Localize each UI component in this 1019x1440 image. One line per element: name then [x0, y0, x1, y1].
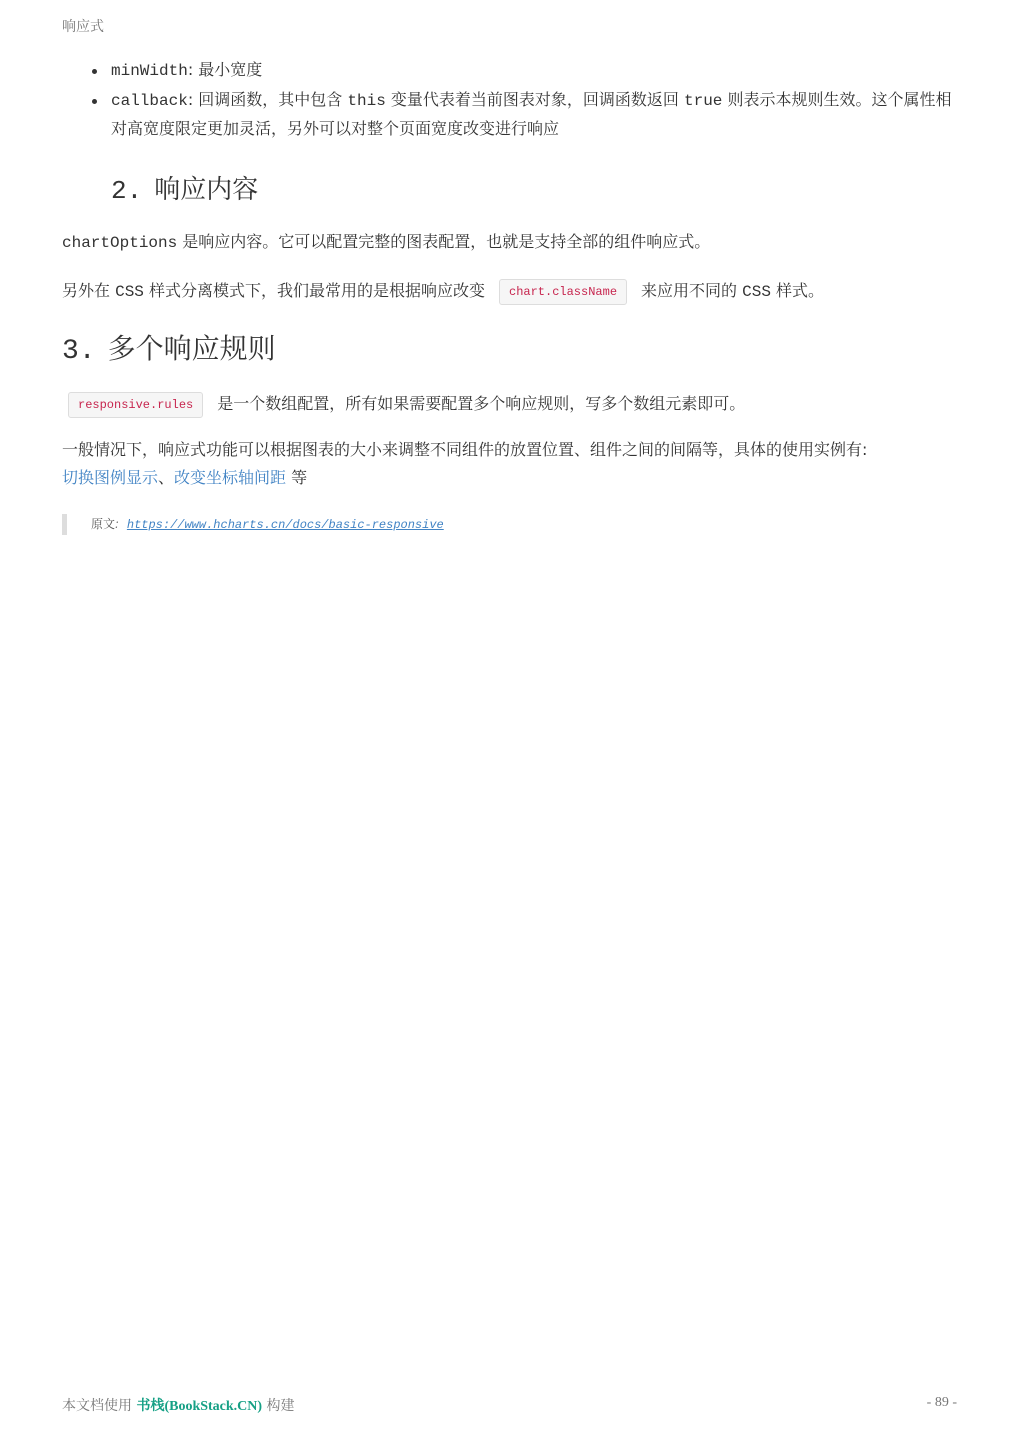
link-toggle-legend[interactable]: 切换图例显示 — [62, 468, 159, 487]
paragraph-text: 来应用不同的 — [641, 281, 743, 300]
paragraph-chartoptions — [62, 228, 957, 257]
section-title: 响应内容 — [154, 175, 259, 205]
parameter-list — [62, 56, 957, 143]
list-item — [111, 86, 957, 143]
source-quote — [62, 514, 957, 535]
param-desc-part: 回调函数，其中包含 — [198, 90, 348, 109]
footer-brand-link[interactable]: 书栈(BookStack.CN) — [136, 1399, 263, 1414]
section-number: 3. — [62, 336, 96, 367]
page-number: - 89 - — [926, 1395, 957, 1410]
paragraph-css — [62, 277, 957, 306]
inline-code: true — [683, 92, 723, 110]
paragraph-rules — [62, 390, 957, 418]
paragraph-text: 一般情况下，响应式功能可以根据图表的大小来调整不同组件的放置位置、组件之间的间隔等，具体的使用实例有: — [62, 440, 868, 459]
paragraph-text: 是一个数组配置，所有如果需要配置多个响应规则，写多个数组元素即可。 — [217, 394, 746, 413]
source-label: 原文 — [91, 517, 116, 531]
paragraph-text: 样式分离模式下，我们最常用的是根据响应改变 — [143, 281, 485, 300]
section-heading-2 — [111, 173, 957, 208]
param-separator: : — [187, 90, 199, 109]
param-separator: : — [187, 60, 199, 79]
paragraph-text: 另外在 — [62, 281, 116, 300]
list-item — [111, 56, 957, 85]
param-key: callback — [111, 92, 188, 110]
code-chip: responsive.rules — [68, 392, 203, 418]
code-chip: chart.className — [499, 279, 627, 305]
inline-code: this — [347, 92, 386, 110]
section-title: 多个响应规则 — [107, 332, 276, 365]
paragraph-text: 等 — [286, 468, 308, 487]
section-heading-3 — [62, 331, 957, 370]
section-number: 2. — [111, 176, 143, 206]
footer-prefix: 本文档使用 — [62, 1398, 137, 1414]
paragraph-text: 样式。 — [770, 281, 825, 300]
link-axis-spacing[interactable]: 改变坐标轴间距 — [174, 468, 287, 487]
document-body — [62, 56, 957, 535]
source-colon: : — [115, 517, 123, 531]
param-desc-part: 则表示本规则生效。这个属性相对高宽度限定更加灵活，另外可以对整个页面宽度改变进行响应 — [111, 90, 952, 138]
source-url-link[interactable]: https://www.hcharts.cn/docs/basic-responsive — [126, 518, 444, 532]
inline-code: CSS — [742, 283, 771, 301]
inline-code: chartOptions — [62, 234, 178, 252]
paragraph-usage — [62, 436, 957, 492]
param-key: minWidth — [111, 62, 188, 80]
paragraph-text: 是响应内容。它可以配置完整的图表配置，也就是支持全部的组件响应式。 — [177, 232, 711, 251]
footer-suffix: 构建 — [262, 1398, 295, 1414]
link-separator: 、 — [158, 468, 175, 487]
running-header-title: 响应式 — [62, 19, 104, 35]
inline-code: CSS — [115, 283, 144, 301]
param-desc-part: 变量代表着当前图表对象，回调函数返回 — [385, 90, 684, 109]
running-header — [62, 16, 104, 36]
param-desc: 最小宽度 — [198, 60, 263, 79]
page-footer — [62, 1395, 957, 1415]
